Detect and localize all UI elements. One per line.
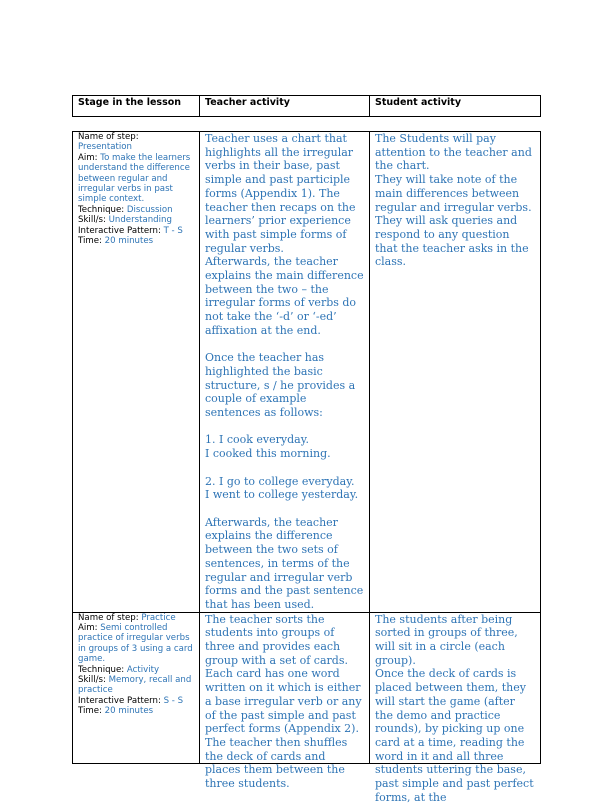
- technique-label: Technique:: [78, 204, 125, 215]
- stage-cell: [73, 612, 200, 763]
- header-student: Student activity: [375, 97, 462, 108]
- stage-details: [73, 132, 199, 246]
- lesson-plan-table: [72, 131, 541, 804]
- skills-value: Memory, recall and practice: [78, 675, 192, 696]
- student-activity: The students after being sorted in groups of three, will sit in a circle (each group). Once the deck of cards is placed between them, they will start the game (after the demo and practice rounds), by picking up one card at a time, reading the word in it and all three students uttering the base, past simple and past perfect forms, at the: [375, 612, 534, 804]
- lesson-step-row: [73, 612, 541, 763]
- header-cell-student: [370, 96, 541, 117]
- technique-line: [78, 665, 195, 675]
- time-line: [78, 706, 195, 716]
- time-value: 20 minutes: [104, 236, 154, 247]
- lesson-step-row: [73, 132, 541, 613]
- header-cell-stage: [73, 96, 200, 117]
- header-table: [72, 95, 541, 117]
- step-name: Presentation: [78, 142, 132, 153]
- time-value: 20 minutes: [104, 706, 154, 717]
- aim-value: To make the learners understand the difference between regular and irregular verbs in past simple context.: [78, 152, 191, 205]
- header-cell-teacher: [200, 96, 370, 117]
- teacher-activity: Teacher uses a chart that highlights all the irregular verbs in their base, past simple and past participle forms (Appendix 1). The teacher then recaps on the learners’ prior experience with past simple forms of regular verbs. Afterwards, the teacher explains the main difference between the two – the irregular forms of verbs do not take the ‘-d’ or ‘-ed’ affixation at the end. Once the teacher has highlighted the basic structure, s / he provides a couple of example sentences as follows: 1. I cook everyday. I cooked this morning. 2. I go to college everyday. I went to college yesterday. Afterwards, the teacher explains the difference between the two sets of sentences, in terms of the regular and irregular verb forms and the past sentence that has been used.: [205, 132, 364, 611]
- name-label: Name of step:: [78, 612, 139, 623]
- name-label: Name of step:: [78, 132, 139, 142]
- step-name-line: [78, 613, 195, 623]
- teacher-activity-cell: [200, 612, 370, 791]
- teacher-activity: The teacher sorts the students into groups of three and provides each group with a set of cards. Each card has one word written on it which is either a base irregular verb or any of the past simple and past perfect forms (Appendix 2). The teacher then shuffles the deck of cards and places them between the three students.: [205, 612, 362, 791]
- aim-label: Aim:: [78, 152, 98, 163]
- skills-label: Skill/s:: [78, 215, 106, 226]
- pattern-line: [78, 696, 195, 706]
- skills-label: Skill/s:: [78, 675, 106, 686]
- skills-value: Understanding: [108, 215, 172, 226]
- time-label: Time:: [78, 706, 102, 717]
- technique-label: Technique:: [78, 664, 125, 675]
- step-name: Practice: [141, 612, 176, 623]
- header-teacher: Teacher activity: [205, 97, 290, 108]
- technique-value: Activity: [126, 664, 160, 675]
- aim-value: Semi controlled practice of irregular verbs in groups of 3 using a card game.: [78, 623, 193, 665]
- pattern-line: [78, 226, 195, 236]
- technique-line: [78, 205, 195, 215]
- student-activity-cell: [370, 612, 541, 804]
- student-activity: The Students will pay attention to the teacher and the chart. They will take note of the main differences between regular and irregular verbs. They will ask queries and respond to any question that the teacher asks in the class.: [375, 132, 532, 269]
- pattern-label: Interactive Pattern:: [78, 225, 161, 236]
- student-activity-cell: [370, 132, 541, 613]
- pattern-label: Interactive Pattern:: [78, 695, 161, 706]
- step-name-line: [78, 132, 195, 153]
- time-line: [78, 236, 195, 246]
- stage-details: [73, 613, 199, 763]
- skills-line: [78, 215, 195, 225]
- pattern-value: S - S: [163, 695, 184, 706]
- aim-line: [78, 153, 195, 205]
- skills-line: [78, 675, 195, 696]
- pattern-value: T - S: [163, 225, 183, 236]
- header-stage: Stage in the lesson: [78, 97, 182, 108]
- header-row: [73, 96, 541, 117]
- teacher-activity-cell: [200, 132, 370, 613]
- aim-line: [78, 623, 195, 665]
- time-label: Time:: [78, 236, 102, 247]
- aim-label: Aim:: [78, 623, 98, 634]
- technique-value: Discussion: [126, 204, 173, 215]
- stage-cell: [73, 132, 200, 613]
